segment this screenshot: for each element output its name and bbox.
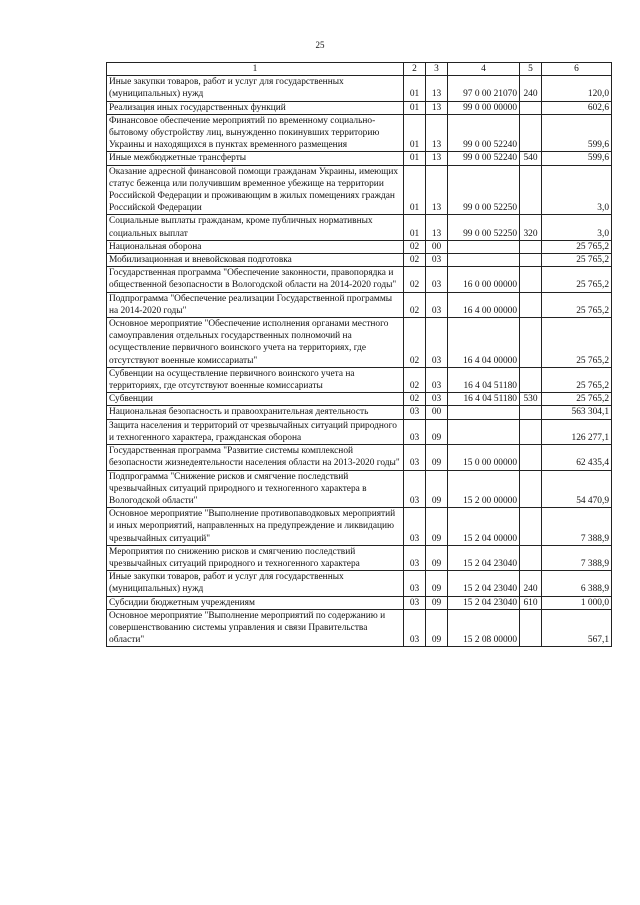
row-name-cell: Подпрограмма "Снижение рисков и смягчение последствий чрезвычайных ситуаций природного и техногенного характера в Вологодской области" [107,470,404,508]
header-col-6: 6 [542,63,612,76]
table-row [107,596,612,609]
row-target-code-cell: 16 4 04 51180 [448,393,520,406]
header-col-3: 3 [426,63,448,76]
row-expense-type-cell: 610 [520,596,542,609]
row-subsection-cell: 09 [426,470,448,508]
row-amount-cell: 7 388,9 [542,545,612,570]
row-section-cell: 01 [404,165,426,215]
row-section-cell: 01 [404,152,426,165]
row-section-cell: 03 [404,596,426,609]
row-target-code-cell: 15 2 08 00000 [448,609,520,647]
row-section-cell: 02 [404,254,426,267]
row-subsection-cell: 03 [426,254,448,267]
row-expense-type-cell [520,445,542,470]
row-amount-cell: 25 765,2 [542,292,612,317]
row-amount-cell: 7 388,9 [542,508,612,546]
table-row [107,101,612,114]
row-section-cell: 03 [404,609,426,647]
table-row [107,393,612,406]
row-expense-type-cell [520,292,542,317]
row-subsection-cell: 09 [426,545,448,570]
row-amount-cell: 120,0 [542,76,612,101]
row-target-code-cell: 99 0 00 52250 [448,165,520,215]
row-expense-type-cell [520,406,542,419]
row-expense-type-cell [520,318,542,368]
row-name-cell: Национальная оборона [107,240,404,253]
row-amount-cell: 62 435,4 [542,445,612,470]
row-target-code-cell: 15 2 04 23040 [448,571,520,596]
table-row [107,406,612,419]
row-target-code-cell: 15 2 04 23040 [448,545,520,570]
page-number: 25 [315,40,325,50]
row-target-code-cell [448,240,520,253]
row-name-cell: Основное мероприятие "Обеспечение исполнения органами местного самоуправления отдельных государственных полномочий на осуществление первичного воинского учета на территориях, где отсутствуют военные комиссариаты" [107,318,404,368]
row-subsection-cell: 09 [426,445,448,470]
row-amount-cell: 6 388,9 [542,571,612,596]
row-target-code-cell [448,419,520,444]
row-amount-cell: 3,0 [542,165,612,215]
row-name-cell: Мобилизационная и вневойсковая подготовка [107,254,404,267]
table-row [107,165,612,215]
row-section-cell: 03 [404,445,426,470]
table-row [107,470,612,508]
row-section-cell: 03 [404,419,426,444]
row-expense-type-cell [520,165,542,215]
row-amount-cell: 1 000,0 [542,596,612,609]
row-amount-cell: 25 765,2 [542,367,612,392]
budget-table [106,62,612,647]
row-name-cell: Национальная безопасность и правоохранительная деятельность [107,406,404,419]
table-row [107,215,612,240]
row-name-cell: Социальные выплаты гражданам, кроме публичных нормативных социальных выплат [107,215,404,240]
header-col-2: 2 [404,63,426,76]
row-name-cell: Оказание адресной финансовой помощи гражданам Украины, имеющих статус беженца или получившим временное убежище на территории Российской Федерации и проживающим в жилых помещениях граждан Российской Федерации [107,165,404,215]
header-col-1: 1 [107,63,404,76]
row-expense-type-cell [520,254,542,267]
header-col-4: 4 [448,63,520,76]
row-target-code-cell: 99 0 00 00000 [448,101,520,114]
table-row [107,571,612,596]
row-name-cell: Защита населения и территорий от чрезвычайных ситуаций природного и техногенного характера, гражданская оборона [107,419,404,444]
row-expense-type-cell: 320 [520,215,542,240]
row-expense-type-cell: 240 [520,76,542,101]
row-target-code-cell: 15 2 04 00000 [448,508,520,546]
row-subsection-cell: 09 [426,609,448,647]
table-body [107,76,612,647]
row-target-code-cell: 16 0 00 00000 [448,267,520,292]
row-subsection-cell: 13 [426,215,448,240]
row-section-cell: 03 [404,470,426,508]
row-subsection-cell: 13 [426,114,448,152]
row-subsection-cell: 03 [426,292,448,317]
row-expense-type-cell [520,419,542,444]
row-amount-cell: 25 765,2 [542,318,612,368]
table-row [107,292,612,317]
row-name-cell: Субвенции на осуществление первичного воинского учета на территориях, где отсутствуют военные комиссариаты [107,367,404,392]
row-name-cell: Государственная программа "Обеспечение законности, правопорядка и общественной безопасности в Вологодской области на 2014-2020 годы" [107,267,404,292]
row-section-cell: 02 [404,318,426,368]
row-expense-type-cell [520,609,542,647]
row-target-code-cell: 97 0 00 21070 [448,76,520,101]
table-row [107,254,612,267]
row-section-cell: 03 [404,406,426,419]
row-subsection-cell: 03 [426,318,448,368]
row-amount-cell: 567,1 [542,609,612,647]
row-expense-type-cell [520,367,542,392]
table-row [107,367,612,392]
row-target-code-cell: 15 0 00 00000 [448,445,520,470]
row-expense-type-cell [520,240,542,253]
row-subsection-cell: 00 [426,240,448,253]
row-target-code-cell: 16 4 04 00000 [448,318,520,368]
row-amount-cell: 25 765,2 [542,254,612,267]
row-target-code-cell: 99 0 00 52240 [448,114,520,152]
row-expense-type-cell: 530 [520,393,542,406]
table-row [107,445,612,470]
row-subsection-cell: 03 [426,393,448,406]
table-row [107,419,612,444]
table-row [107,545,612,570]
row-subsection-cell: 00 [426,406,448,419]
row-section-cell: 01 [404,215,426,240]
row-expense-type-cell [520,114,542,152]
row-amount-cell: 599,6 [542,152,612,165]
row-target-code-cell: 16 4 00 00000 [448,292,520,317]
row-subsection-cell: 13 [426,76,448,101]
row-expense-type-cell [520,101,542,114]
row-subsection-cell: 09 [426,419,448,444]
row-section-cell: 02 [404,267,426,292]
row-amount-cell: 126 277,1 [542,419,612,444]
row-name-cell: Реализация иных государственных функций [107,101,404,114]
row-section-cell: 02 [404,240,426,253]
row-target-code-cell [448,406,520,419]
row-target-code-cell: 15 2 04 23040 [448,596,520,609]
row-section-cell: 03 [404,571,426,596]
row-expense-type-cell: 240 [520,571,542,596]
row-subsection-cell: 03 [426,367,448,392]
table-row [107,318,612,368]
row-subsection-cell: 09 [426,571,448,596]
row-subsection-cell: 13 [426,101,448,114]
header-col-5: 5 [520,63,542,76]
row-target-code-cell: 99 0 00 52240 [448,152,520,165]
row-amount-cell: 563 304,1 [542,406,612,419]
row-expense-type-cell: 540 [520,152,542,165]
row-section-cell: 03 [404,508,426,546]
row-amount-cell: 25 765,2 [542,393,612,406]
row-expense-type-cell [520,545,542,570]
row-amount-cell: 3,0 [542,215,612,240]
row-section-cell: 01 [404,76,426,101]
row-section-cell: 02 [404,367,426,392]
row-amount-cell: 54 470,9 [542,470,612,508]
table-row [107,152,612,165]
row-section-cell: 02 [404,393,426,406]
row-name-cell: Иные межбюджетные трансферты [107,152,404,165]
row-subsection-cell: 09 [426,508,448,546]
row-name-cell: Основное мероприятие "Выполнение мероприятий по содержанию и совершенствованию системы управления и связи Правительства области" [107,609,404,647]
row-target-code-cell: 16 4 04 51180 [448,367,520,392]
row-section-cell: 03 [404,545,426,570]
row-name-cell: Иные закупки товаров, работ и услуг для государственных (муниципальных) нужд [107,76,404,101]
table-header-row [107,63,612,76]
table-row [107,114,612,152]
row-amount-cell: 599,6 [542,114,612,152]
row-amount-cell: 25 765,2 [542,267,612,292]
row-name-cell: Государственная программа "Развитие системы комплексной безопасности жизнедеятельности населения области на 2013-2020 годы" [107,445,404,470]
row-name-cell: Иные закупки товаров, работ и услуг для государственных (муниципальных) нужд [107,571,404,596]
row-section-cell: 01 [404,101,426,114]
row-subsection-cell: 13 [426,152,448,165]
row-name-cell: Основное мероприятие "Выполнение противопаводковых мероприятий и иных мероприятий, направленных на предупреждение и ликвидацию чрезвычайных ситуаций" [107,508,404,546]
row-section-cell: 02 [404,292,426,317]
row-name-cell: Субвенции [107,393,404,406]
row-expense-type-cell [520,508,542,546]
row-name-cell: Субсидии бюджетным учреждениям [107,596,404,609]
row-expense-type-cell [520,470,542,508]
row-subsection-cell: 09 [426,596,448,609]
row-amount-cell: 25 765,2 [542,240,612,253]
row-name-cell: Финансовое обеспечение мероприятий по временному социально-бытовому обустройству лиц, вынужденно покинувших территорию Украины и находящихся в пунктах временного размещения [107,114,404,152]
row-target-code-cell: 15 2 00 00000 [448,470,520,508]
row-name-cell: Мероприятия по снижению рисков и смягчению последствий чрезвычайных ситуаций природного и техногенного характера [107,545,404,570]
row-target-code-cell [448,254,520,267]
row-subsection-cell: 13 [426,165,448,215]
table-row [107,240,612,253]
row-target-code-cell: 99 0 00 52250 [448,215,520,240]
row-section-cell: 01 [404,114,426,152]
table-row [107,76,612,101]
table-row [107,609,612,647]
row-expense-type-cell [520,267,542,292]
row-name-cell: Подпрограмма "Обеспечение реализации Государственной программы на 2014-2020 годы" [107,292,404,317]
table-row [107,508,612,546]
row-amount-cell: 602,6 [542,101,612,114]
row-subsection-cell: 03 [426,267,448,292]
table-row [107,267,612,292]
